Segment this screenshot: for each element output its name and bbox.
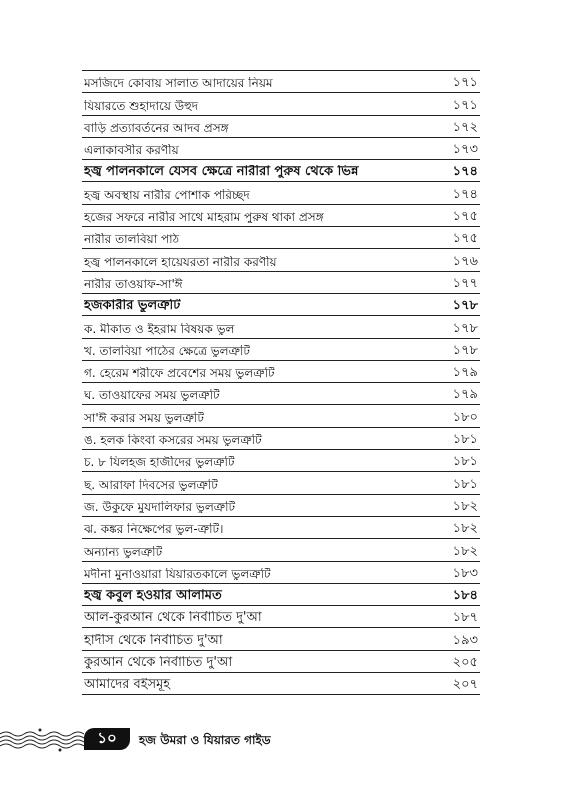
toc-entry-page: ১৭৯ [452,365,478,381]
toc-row [82,293,480,315]
toc-entry-page: ১৭৮ [452,342,478,358]
toc-entry-title: হজকারীর ভুলত্রুটি [84,299,181,313]
toc-entry-page: ১৭৫ [452,231,478,247]
toc-row [82,226,480,248]
toc-entry-title: নারীর তালবিয়া পাঠ [84,233,180,246]
toc-entry-title: হজ্ব পালনকালে যেসব ক্ষেত্রে নারীরা পুরুষ থেকে ভিন্ন [84,165,359,179]
toc-row [82,449,480,471]
toc-row [82,137,480,159]
toc-entry-page: ১৭৮ [452,320,478,336]
toc-entry-title: এলাকাবসীর করণীয় [84,144,179,157]
toc-entry-page: ১৮২ [452,498,478,514]
toc-row [82,70,480,92]
toc-entry-page: ১৮১ [452,476,478,492]
toc-entry-title: ছ. আরাফা দিবসের ভুলত্রুটি [84,478,218,491]
toc-row [82,92,480,114]
wave-ornament-icon [0,724,84,754]
toc-entry-title: যিয়ারতে শুহাদায়ে উহুদ [84,99,199,112]
toc-entry-title: সা'ঈ করার সময় ভুলত্রুটি [84,411,204,424]
toc-entry-page: ১৮১ [452,432,478,448]
toc-entry-title: গ. হেরেম শরীফে প্রবেশের সময় ভুলত্রুটি [84,367,275,380]
toc-entry-title: আল-কুরআন থেকে নির্বাচিত দু'আ [84,611,262,625]
toc-entry-title: হজ্ব পালনকালে হায়েযরতা নারীর করণীয় [84,255,277,268]
toc-entry-title: হজ্ব কবুল হওয়ার আলামত [84,589,222,603]
toc-entry-page: ১৭৮ [452,298,478,314]
toc-entry-title: ঘ. তাওয়াফের সময় ভুলত্রুটি [84,389,220,402]
table-of-contents [82,70,480,695]
toc-entry-page: ১৮২ [452,543,478,559]
toc-row [82,382,480,404]
toc-row [82,248,480,270]
toc-entry-title: জ. উকুফে মুযদালিফার ভুলত্রুটি [84,500,236,513]
toc-row [82,315,480,337]
toc-row [82,427,480,449]
toc-row [82,494,480,516]
toc-row [82,360,480,382]
toc-entry-page: ১৭৪ [452,186,478,202]
toc-entry-title: খ. তালবিয়া পাঠের ক্ষেত্রে ভুলত্রুটি [84,344,250,357]
toc-entry-page: ১৭৩ [452,142,478,158]
toc-row [82,650,480,672]
toc-row [82,583,480,605]
toc-row [82,271,480,293]
toc-entry-page: ২০৭ [452,677,478,693]
toc-entry-title: বাড়ি প্রত্যাবর্তনের আদব প্রসঙ্গ [84,121,229,134]
toc-entry-title: নারীর তাওয়াফ-সা'ঈ [84,277,183,290]
toc-row [82,204,480,226]
toc-row [82,627,480,649]
toc-entry-page: ১৭৯ [452,387,478,403]
toc-row [82,159,480,181]
toc-row [82,115,480,137]
toc-entry-title: মদীনা মুনাওয়ারা যিয়ারতকালে ভুলত্রুটি [84,567,271,580]
toc-entry-title: ঙ. হলক কিংবা কসরের সময় ভুলত্রুটি [84,434,262,447]
toc-entry-page: ১৭৬ [452,253,478,269]
toc-entry-page: ১৮১ [452,454,478,470]
toc-entry-page: ১৮৭ [452,610,478,626]
page-number-badge: ১০ [84,728,130,750]
toc-row [82,672,480,694]
toc-entry-page: ১৭৭ [452,275,478,291]
toc-entry-page: ১৯৩ [452,632,478,648]
toc-entry-page: ১৮২ [452,521,478,537]
toc-entry-page: ১৮৩ [452,565,478,581]
toc-entry-page: ২০৫ [452,655,478,671]
toc-entry-title: হজ্ব অবস্থায় নারীর পোশাক পরিচ্ছদ [84,188,250,201]
toc-entry-title: আমাদের বইসমূহ [84,678,171,692]
toc-entry-title: ঝ. কঙ্কর নিক্ষেপের ভুল-ত্রুটি। [84,523,224,536]
toc-row [82,404,480,426]
toc-entry-title: হজের সফরে নারীর সাথে মাহরাম পুরুষ থাকা প্রসঙ্গ [84,211,324,224]
toc-row [82,538,480,560]
toc-entry-page: ১৭৫ [452,209,478,225]
toc-entry-page: ১৭১ [452,97,478,113]
toc-entry-title: ক. মীকাত ও ইহরাম বিষয়ক ভুল [84,322,235,335]
toc-entry-page: ১৭২ [452,119,478,135]
toc-entry-page: ১৭১ [452,75,478,91]
toc-entry-title: অন্যান্য ভুলত্রুটি [84,545,163,558]
toc-entry-page: ১৮০ [452,409,478,425]
toc-row [82,561,480,583]
toc-entry-page: ১৭৪ [452,164,478,180]
toc-entry-title: চ. ৮ যিলহজ হাজীদের ভুলত্রুটি [84,456,235,469]
toc-row [82,471,480,493]
toc-row [82,605,480,627]
toc-entry-title: কুরআন থেকে নির্বাচিত দু'আ [84,656,233,670]
toc-entry-title: মসজিদে কোবায় সালাত আদায়ের নিয়ম [84,77,273,90]
toc-row [82,338,480,360]
toc-entry-title: হাদীস থেকে নির্বাচিত দু'আ [84,633,223,647]
running-footer-title: হজ উমরা ও যিয়ারত গাইড [139,733,271,747]
page-footer [0,724,561,754]
toc-row [82,516,480,538]
toc-row [82,181,480,203]
toc-entry-page: ১৮৪ [452,588,478,604]
